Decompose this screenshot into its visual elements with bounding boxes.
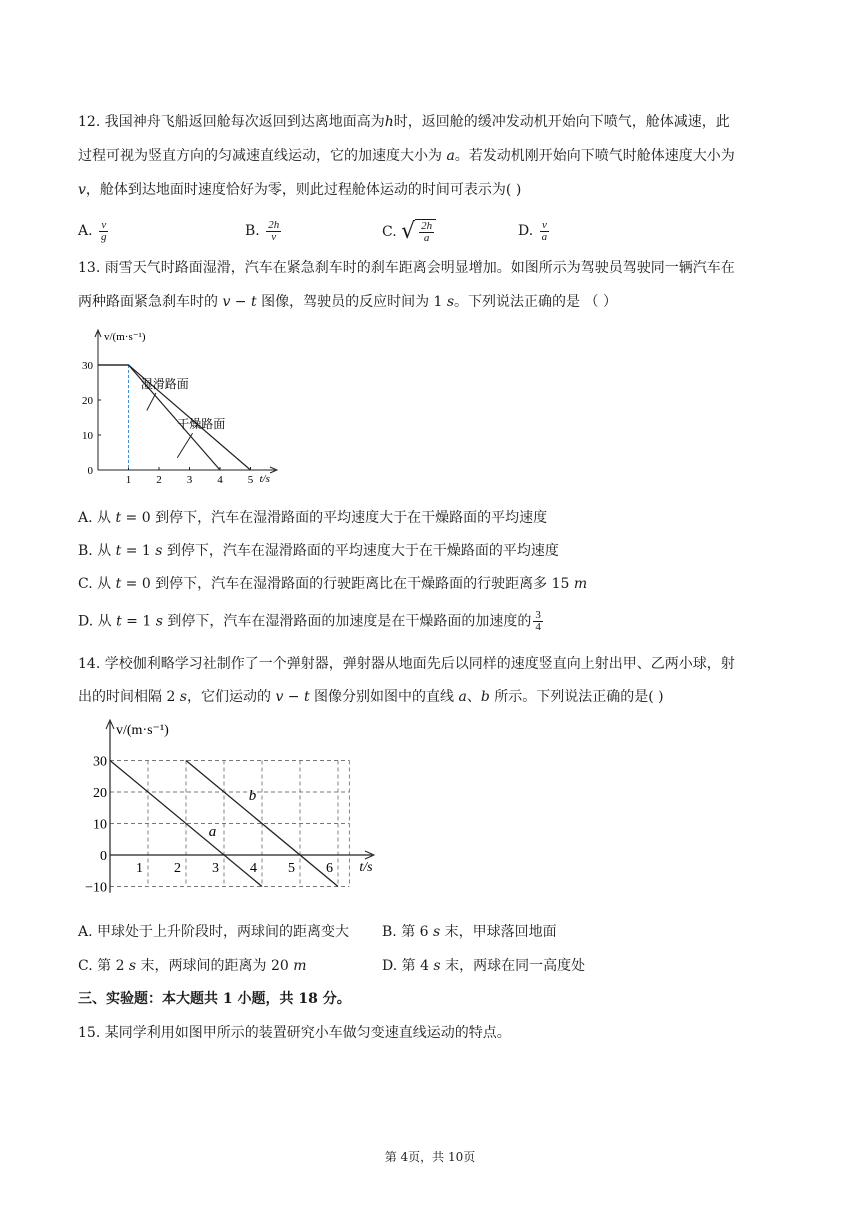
q14-stem-line2: 出的时间相隔 2 𝑠，它们运动的 𝑣 − 𝑡 图像分别如图中的直线 𝑎、𝑏 所示。下列说法正确的是( )	[78, 689, 664, 705]
x-tick-label: 4	[217, 474, 223, 486]
q14-option-a[interactable]: A. 甲球处于上升阶段时，两球间的距离变大	[78, 924, 350, 940]
y-tick-label: −10	[85, 880, 107, 896]
option-label: C.	[382, 224, 397, 240]
x-tick-label: 2	[174, 861, 181, 876]
q12-option-c[interactable]	[382, 219, 436, 245]
x-tick-label: 5	[247, 474, 254, 486]
q12-option-a[interactable]	[78, 219, 111, 243]
q14-option-b[interactable]: B. 第 6 𝑠 末，甲球落回地面	[382, 924, 557, 940]
page-footer: 第 4页，共 10页	[384, 1150, 476, 1164]
dry-road-leader	[177, 433, 192, 458]
x-tick-label: 1	[125, 474, 132, 486]
q14-vt-graph	[72, 716, 392, 906]
q14-option-d[interactable]: D. 第 4 𝑠 末，两球在同一高度处	[382, 958, 586, 974]
line-b-label: b	[248, 787, 257, 804]
x-axis-label: t/s	[259, 473, 270, 485]
q12-stem-line2: 过程可视为竖直方向的匀减速直线运动，它的加速度大小为 𝑎。若发动机刚开始向下喷气时舱体速度大小为	[78, 148, 735, 164]
wet-road-leader	[147, 393, 156, 411]
x-tick-label: 3	[186, 474, 193, 486]
y-tick-label: 0	[87, 465, 93, 477]
y-tick-label: 20	[82, 395, 93, 407]
q13-option-d[interactable]	[78, 610, 545, 633]
section-heading: 三、实验题：本大题共 1 小题，共 18 分。	[78, 991, 351, 1007]
option-text: D. 从 𝑡 = 1 𝑠 到停下，汽车在湿滑路面的加速度是在干燥路面的加速度的	[78, 613, 532, 630]
x-axis-label: t/s	[359, 860, 373, 875]
y-axis-label: v/(m·s⁻¹)	[104, 331, 146, 343]
y-tick-label: 20	[93, 786, 107, 801]
fraction: $\frac{3}{4}$	[535, 609, 541, 633]
square-root: √ $\frac{2h}{a}$	[401, 219, 436, 245]
option-label: B.	[245, 223, 260, 239]
q12-stem-line3: 𝑣，舱体到达地面时速度恰好为零，则此过程舱体运动的时间可表示为( )	[78, 182, 522, 198]
option-label: A.	[78, 223, 93, 239]
dry-road-label: 干燥路面	[177, 417, 226, 431]
x-tick-label: 3	[212, 861, 219, 876]
q12-option-d[interactable]	[518, 219, 551, 243]
x-tick-label: 4	[250, 861, 257, 876]
q13-option-a[interactable]: A. 从 𝑡 = 0 到停下，汽车在湿滑路面的平均速度大于在干燥路面的平均速度	[78, 510, 548, 526]
y-tick-label: 10	[93, 817, 107, 833]
q12-option-b[interactable]	[245, 219, 283, 243]
q13-vt-graph	[70, 322, 290, 492]
q15-stem: 15. 某同学利用如图甲所示的装置研究小车做匀变速直线运动的特点。	[78, 1025, 511, 1041]
option-label: D.	[518, 223, 534, 239]
y-tick-label: 10	[82, 430, 93, 442]
fraction: $\frac{v}{a}$	[541, 218, 548, 243]
q13-stem-line1: 13. 雨雪天气时路面湿滑，汽车在紧急刹车时的刹车距离会明显增加。如图所示为驾驶员驾驶同一辆汽车在	[78, 260, 735, 276]
x-tick-label: 6	[326, 861, 333, 876]
y-tick-label: 0	[100, 849, 107, 864]
wet-road-label: 湿滑路面	[140, 376, 189, 391]
x-tick-label: 1	[136, 861, 143, 876]
q13-stem-line2: 两种路面紧急刹车时的 𝑣 − 𝑡 图像，驾驶员的反应时间为 1 𝑠。下列说法正确的是 （ ）	[78, 294, 617, 310]
y-tick-label: 30	[82, 360, 93, 372]
q14-stem-line1: 14. 学校伽利略学习社制作了一个弹射器，弹射器从地面先后以同样的速度竖直向上射出甲、乙两小球，射	[78, 656, 735, 672]
q13-option-c[interactable]: C. 从 𝑡 = 0 到停下，汽车在湿滑路面的行驶距离比在干燥路面的行驶距离多 15 𝑚	[78, 576, 588, 592]
q13-option-b[interactable]: B. 从 𝑡 = 1 𝑠 到停下，汽车在湿滑路面的平均速度大于在干燥路面的平均速度	[78, 543, 559, 559]
line-a-label: a	[208, 824, 217, 841]
x-tick-label: 5	[288, 861, 295, 876]
fraction: $\frac{v}{g}$	[101, 218, 107, 243]
q12-stem-line1: 12. 我国神舟飞船返回舱每次返回到达离地面高为ℎ时，返回舱的缓冲发动机开始向下喷气，舱体减速，此	[78, 114, 730, 130]
fraction: $\frac{2h}{v}$	[268, 218, 280, 243]
q14-option-c[interactable]: C. 第 2 𝑠 末，两球间的距离为 20 𝑚	[78, 958, 307, 974]
y-tick-label: 30	[93, 754, 107, 770]
x-tick-label: 2	[156, 474, 162, 486]
y-axis-label: v/(m·s⁻¹)	[116, 723, 169, 738]
